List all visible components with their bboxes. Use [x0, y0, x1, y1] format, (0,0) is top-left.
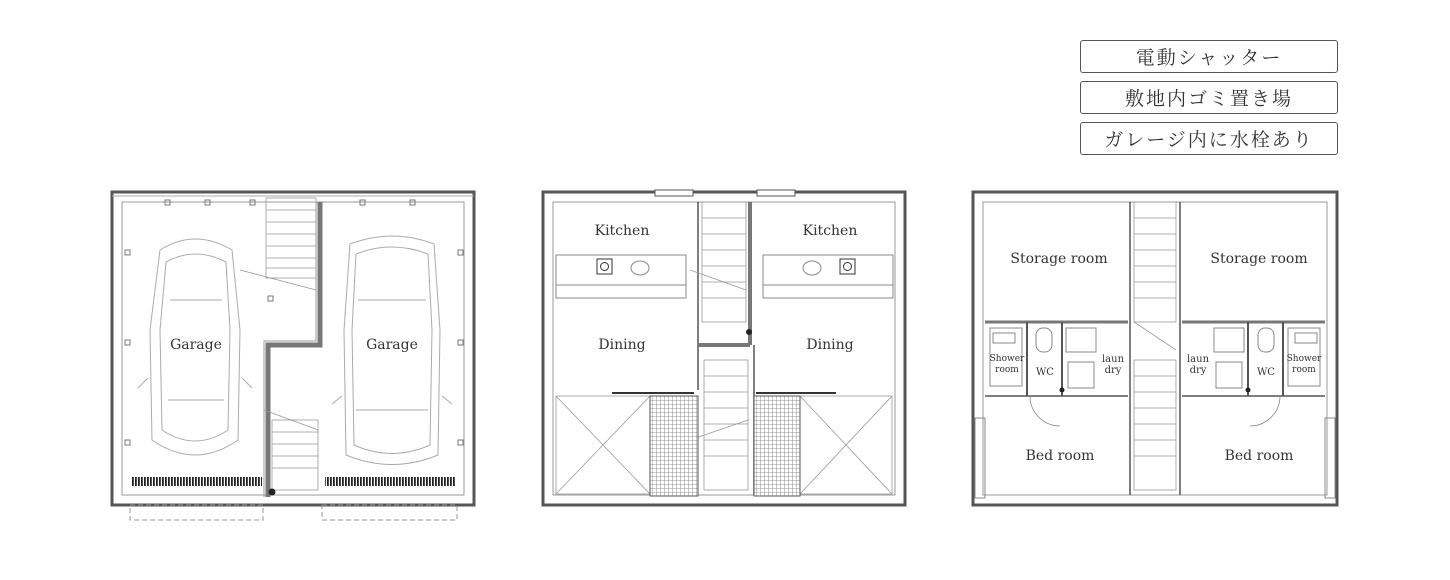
- label-shower-right-1: Shower: [1286, 354, 1322, 364]
- kitchen-left-counter: [556, 255, 686, 298]
- label-laundry-left-1: laun: [1101, 354, 1125, 365]
- void-left: [556, 396, 650, 494]
- label-wc-left: WC: [1036, 367, 1054, 378]
- label-garage-right: Garage: [366, 337, 418, 353]
- label-shower-left-1: Shower: [989, 354, 1025, 364]
- shutter-left: [132, 477, 262, 486]
- label-storage-right: Storage room: [1210, 251, 1308, 267]
- grating-left: [650, 396, 698, 496]
- label-kitchen-left: Kitchen: [594, 223, 650, 239]
- ground-outer-wall: [112, 192, 474, 505]
- ground-floor-plan: [112, 192, 474, 520]
- shutter-right: [325, 477, 455, 486]
- label-storage-left: Storage room: [1010, 251, 1108, 267]
- label-laundry-right-1: laun: [1186, 354, 1210, 365]
- legend-item-garbage-area: 敷地内ゴミ置き場: [1080, 81, 1338, 114]
- label-shower-left-2: room: [995, 365, 1019, 375]
- label-laundry-right-2: dry: [1189, 365, 1207, 376]
- label-bedroom-right: Bed room: [1224, 448, 1294, 464]
- label-kitchen-right: Kitchen: [802, 223, 858, 239]
- label-wc-right: WC: [1257, 367, 1275, 378]
- label-dining-left: Dining: [598, 337, 646, 353]
- label-laundry-left-2: dry: [1104, 365, 1122, 376]
- faucet-icon: [269, 489, 276, 496]
- label-dining-right: Dining: [806, 337, 854, 353]
- kitchen-right-counter: [763, 255, 893, 298]
- void-right: [800, 396, 892, 494]
- label-shower-right-2: room: [1292, 365, 1316, 375]
- grating-right: [754, 396, 800, 496]
- legend-item-garage-faucet: ガレージ内に水栓あり: [1080, 122, 1338, 155]
- second-stair: [1134, 202, 1176, 490]
- label-garage-left: Garage: [170, 337, 222, 353]
- label-bedroom-left: Bed room: [1025, 448, 1095, 464]
- legend-item-electric-shutter: 電動シャッター: [1080, 40, 1338, 73]
